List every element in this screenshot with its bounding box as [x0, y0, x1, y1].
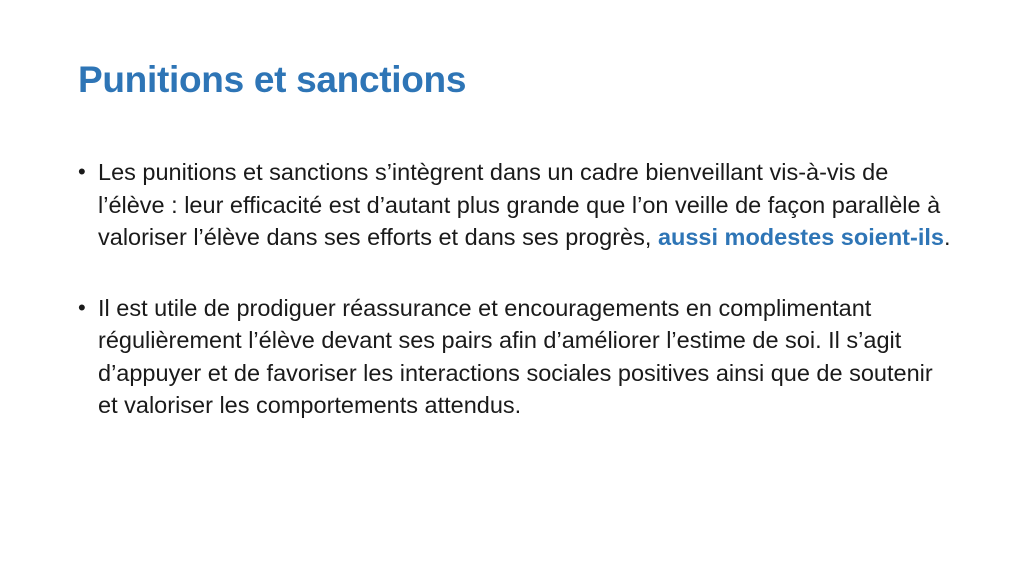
bullet-1-text-end: . [943, 224, 951, 250]
bullet-icon: • [78, 159, 86, 184]
slide-title: Punitions et sanctions [78, 59, 467, 100]
bullet-1-highlight: aussi modestes soient-ils [657, 224, 944, 250]
bullet-icon: • [78, 294, 86, 320]
bullet-2-text: Il est utile de prodiguer réassurance et encouragements en complimentant régulièrement l’élève devant ses pairs afin d’améliorer l’estime de soi. Il s’agit d’appuyer et de favoriser les interactions sociales positives ainsi que de soutenir et valoriser les comportements attendus. [98, 294, 933, 418]
bullet-1-text: Les punitions et sanctions s’intègrent dans un cadre bienveillant vis-à-vis de l’élève : leur efficacité est d’autant plus grande que l’on veille de façon parallèle à valoriser l’élève dans ses efforts et dans ses progrès, [98, 159, 941, 250]
bullet-item-2 [78, 292, 958, 422]
bullet-item-1 [78, 156, 958, 254]
bullet-list [78, 156, 958, 422]
